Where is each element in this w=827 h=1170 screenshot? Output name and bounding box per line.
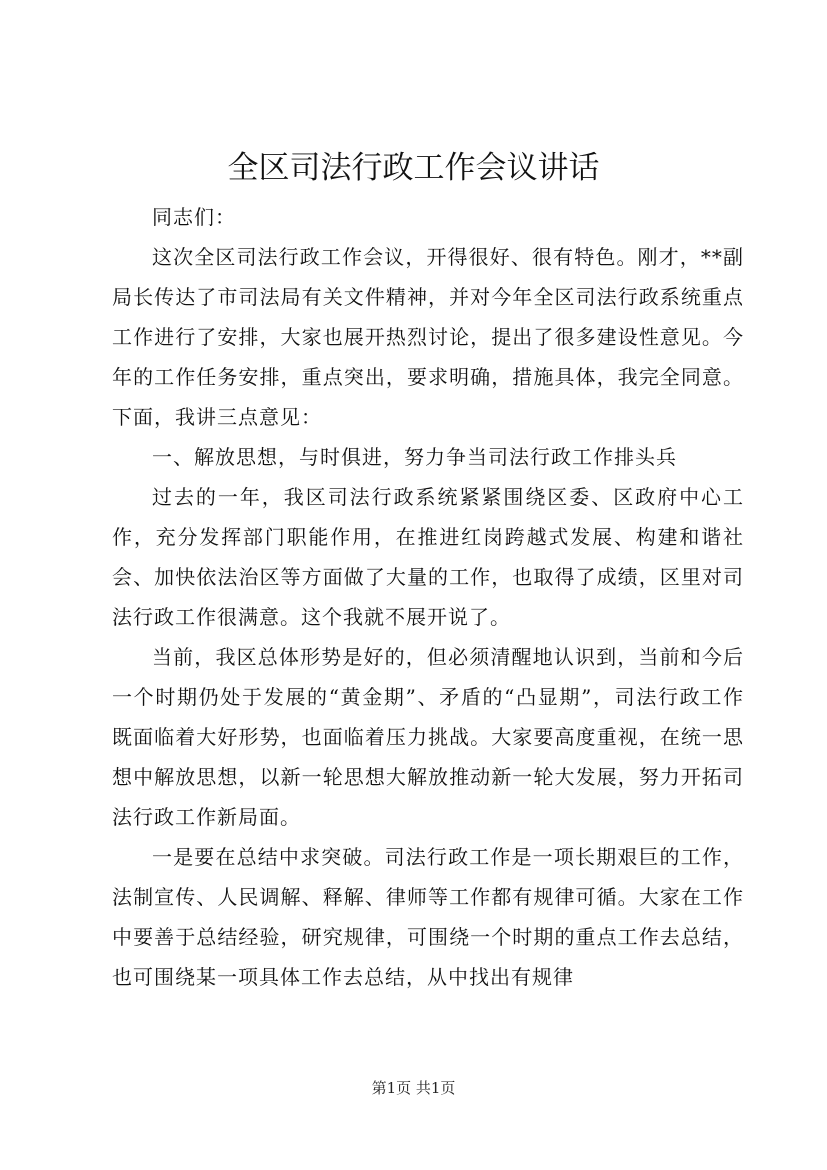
paragraph-1: 这次全区司法行政工作会议，开得很好、很有特色。刚才，**副局长传达了市司法局有关文件精神，并对今年全区司法行政系统重点工作进行了安排，大家也展开热烈讨论，提出了很多建设性意见。今年的工作任务安排，重点突出，要求明确，措施具体，我完全同意。下面，我讲三点意见： <box>112 245 744 429</box>
greeting: 同志们： <box>152 205 236 229</box>
document-title: 全区司法行政工作会议讲话 <box>227 150 600 186</box>
paragraph-4: 一是要在总结中求突破。司法行政工作是一项长期艰巨的工作，法制宣传、人民调解、释解、律师等工作都有规律可循。大家在工作中要善于总结经验，研究规律，可围绕一个时期的重点工作去总结，也可围绕某一项具体工作去总结，从中找出有规律 <box>112 845 744 989</box>
section-heading-1: 一、解放思想，与时俱进，努力争当司法行政工作排头兵 <box>152 445 677 469</box>
paragraph-2: 过去的一年，我区司法行政系统紧紧围绕区委、区政府中心工作，充分发挥部门职能作用，在推进红岗跨越式发展、构建和谐社会、加快依法治区等方面做了大量的工作，也取得了成绩，区里对司法行政工作很满意。这个我就不展开说了。 <box>112 485 744 629</box>
document-body <box>112 197 744 997</box>
page-footer: 第1页 共1页 <box>371 1079 456 1097</box>
paragraph-3: 当前，我区总体形势是好的，但必须清醒地认识到，当前和今后一个时期仍处于发展的“黄金期”、矛盾的“凸显期”，司法行政工作既面临着大好形势，也面临着压力挑战。大家要高度重视，在统一思想中解放思想，以新一轮思想大解放推动新一轮大发展，努力开拓司法行政工作新局面。 <box>112 645 744 829</box>
